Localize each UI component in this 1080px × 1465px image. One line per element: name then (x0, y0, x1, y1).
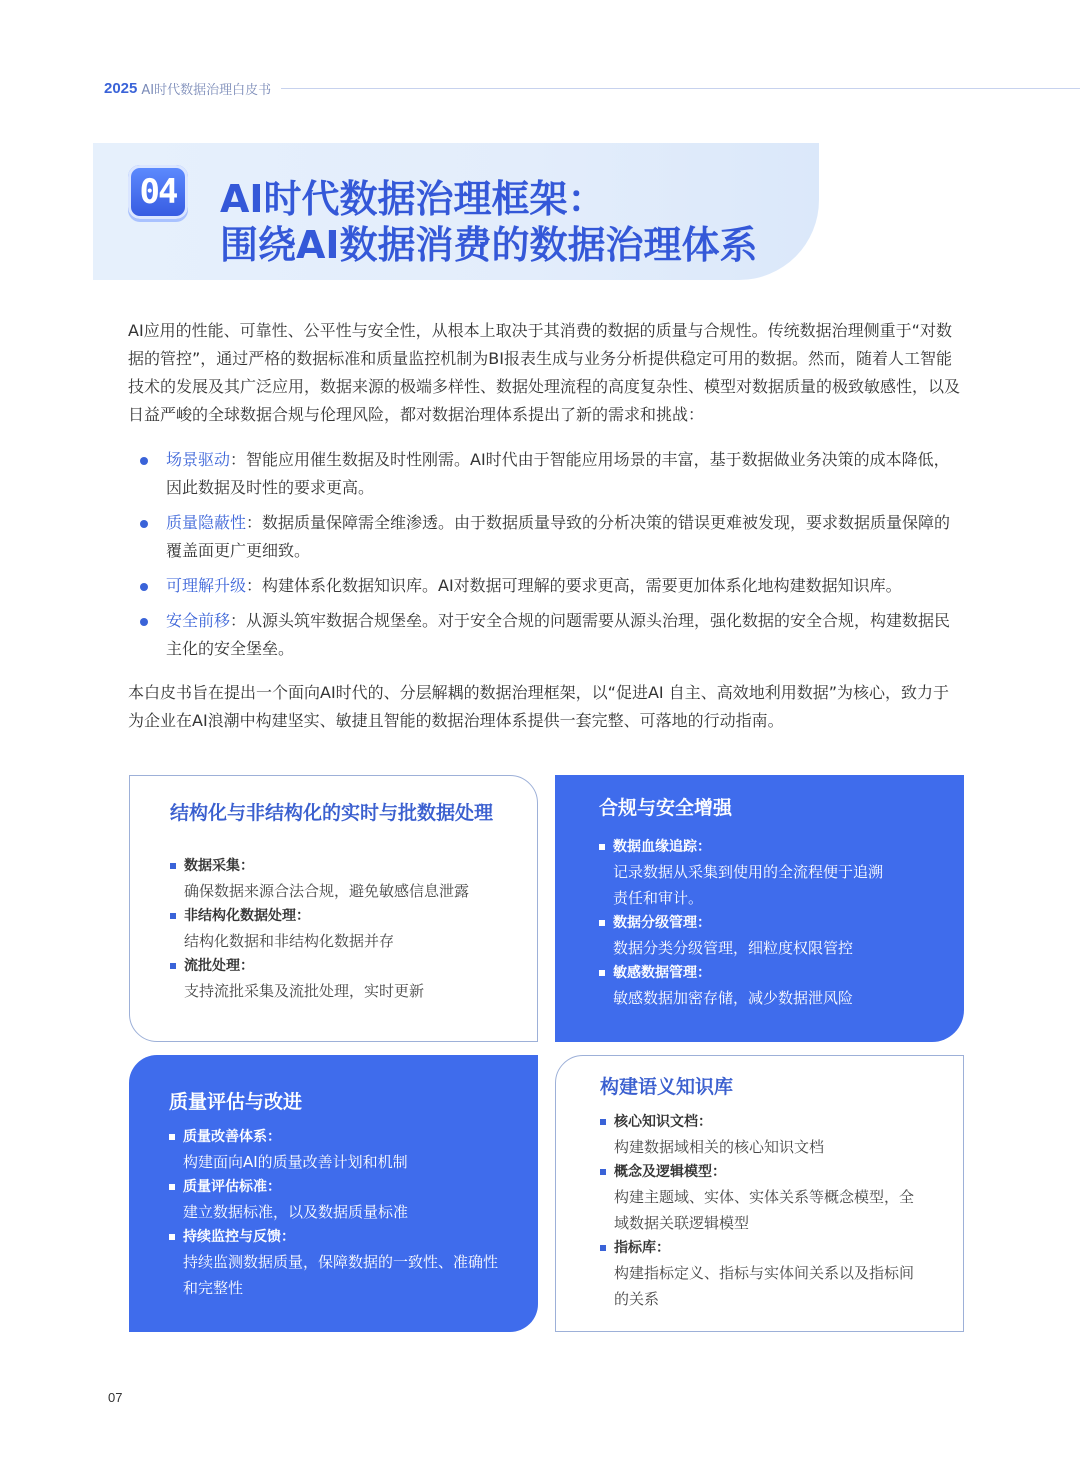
bullet-dot-icon (140, 618, 148, 626)
section-title-line-1: AI时代数据治理框架： (220, 177, 606, 221)
card-items (599, 835, 889, 1011)
item-description: 确保数据来源合法合规，避免敏感信息泄露 (184, 882, 470, 900)
square-bullet-icon (600, 1169, 606, 1175)
item-heading: 核心知识文档： (600, 1110, 920, 1134)
list-item (140, 446, 964, 502)
square-bullet-icon (599, 844, 605, 850)
item-heading: 敏感数据管理： (599, 961, 889, 985)
header-year: 2025 (104, 79, 138, 97)
item-heading: 持续监控与反馈： (169, 1225, 499, 1249)
item-description: 构建指标定义、指标与实体间关系以及指标间的关系 (614, 1264, 915, 1308)
item-heading: 概念及逻辑模型： (600, 1160, 920, 1184)
card-items (169, 1125, 499, 1301)
square-bullet-icon (600, 1245, 606, 1251)
section-title-line-2: 围绕AI数据消费的数据治理体系 (220, 223, 758, 267)
square-bullet-icon (169, 1134, 175, 1140)
item-heading: 质量评估标准： (169, 1175, 499, 1199)
list-item (140, 607, 964, 663)
item-heading: 指标库： (600, 1236, 920, 1260)
bullet-keyword: 质量隐蔽性 (166, 513, 247, 532)
item-description: 建立数据标准，以及数据质量标准 (183, 1203, 409, 1221)
list-item (140, 572, 964, 600)
bullet-keyword: 场景驱动 (166, 450, 231, 469)
bullet-keyword: 可理解升级 (166, 576, 247, 595)
item-description: 持续监测数据质量，保障数据的一致性、准确性和完整性 (183, 1253, 499, 1297)
square-bullet-icon (169, 1234, 175, 1240)
card-compliance-security (555, 775, 964, 1042)
card-data-processing (129, 775, 538, 1042)
item-description: 构建数据域相关的核心知识文档 (614, 1138, 825, 1156)
bullet-text: ：数据质量保障需全维渗透。由于数据质量导致的分析决策的错误更难被发现，要求数据质量保障的覆盖面更广更细致。 (166, 513, 951, 560)
bullet-dot-icon (140, 520, 148, 528)
header-rule (281, 88, 1080, 89)
intro-paragraph: AI应用的性能、可靠性、公平性与安全性，从根本上取决于其消费的数据的质量与合规性。传统数据治理侧重于“对数据的管控”，通过严格的数据标准和质量监控机制为BI报表生成与业务分析提供稳定可用的数据。然而，随着人工智能技术的发展及其广泛应用，数据来源的极端多样性、数据处理流程的高度复杂性、模型对数据质量的极致敏感性，以及日益严峻的全球数据合规与伦理风险，都对数据治理体系提出了新的需求和挑战： (128, 321, 961, 424)
section-number: 04 (139, 172, 177, 212)
bullet-dot-icon (140, 457, 148, 465)
card-title: 构建语义知识库 (600, 1076, 734, 1098)
item-heading: 数据血缘追踪： (599, 835, 889, 859)
card-items (600, 1110, 920, 1312)
list-item (140, 509, 964, 565)
item-heading: 流批处理： (170, 954, 520, 978)
bullet-text: ：从源头筑牢数据合规堡垒。对于安全合规的问题需要从源头治理，强化数据的安全合规，构建数据民主化的安全堡垒。 (166, 611, 951, 658)
card-title: 质量评估与改进 (169, 1091, 303, 1113)
item-description: 构建面向AI的质量改善计划和机制 (183, 1153, 408, 1171)
square-bullet-icon (170, 913, 176, 919)
item-heading: 数据采集： (170, 854, 520, 878)
item-heading: 数据分级管理： (599, 911, 889, 935)
page-number: 07 (108, 1390, 123, 1405)
square-bullet-icon (599, 920, 605, 926)
square-bullet-icon (170, 963, 176, 969)
item-description: 构建主题域、实体、实体关系等概念模型，全域数据关联逻辑模型 (614, 1188, 915, 1232)
card-title: 合规与安全增强 (599, 797, 733, 819)
challenge-list (140, 446, 964, 670)
bullet-text: ：智能应用催生数据及时性刚需。AI时代由于智能应用场景的丰富，基于数据做业务决策的成本降低，因此数据及时性的要求更高。 (166, 450, 950, 497)
item-description: 记录数据从采集到使用的全流程便于追溯责任和审计。 (613, 863, 884, 907)
header-title: AI时代数据治理白皮书 (141, 82, 272, 98)
item-description: 支持流批采集及流批处理，实时更新 (184, 982, 425, 1000)
item-description: 数据分类分级管理，细粒度权限管控 (613, 939, 854, 957)
item-description: 敏感数据加密存储，减少数据泄风险 (613, 989, 854, 1007)
item-heading: 非结构化数据处理： (170, 904, 520, 928)
item-heading: 质量改善体系： (169, 1125, 499, 1149)
square-bullet-icon (169, 1184, 175, 1190)
section-number-badge (128, 165, 188, 219)
square-bullet-icon (170, 863, 176, 869)
square-bullet-icon (600, 1119, 606, 1125)
bullet-text: ：构建体系化数据知识库。AI对数据可理解的要求更高，需要更加体系化地构建数据知识库。 (246, 576, 902, 595)
card-title: 结构化与非结构化的实时与批数据处理 (170, 802, 494, 824)
card-quality-assessment (129, 1055, 538, 1332)
bullet-dot-icon (140, 583, 148, 591)
running-header (104, 78, 1080, 98)
card-semantic-knowledge-base (555, 1055, 964, 1332)
square-bullet-icon (599, 970, 605, 976)
bullet-keyword: 安全前移 (166, 611, 231, 630)
conclusion-paragraph: 本白皮书旨在提出一个面向AI时代的、分层解耦的数据治理框架，以“促进AI 自主、高效地利用数据”为核心，致力于为企业在AI浪潮中构建坚实、敏捷且智能的数据治理体系提供一套完整、可落地的行动指南。 (128, 683, 949, 730)
item-description: 结构化数据和非结构化数据并存 (184, 932, 395, 950)
card-items (170, 854, 520, 1004)
